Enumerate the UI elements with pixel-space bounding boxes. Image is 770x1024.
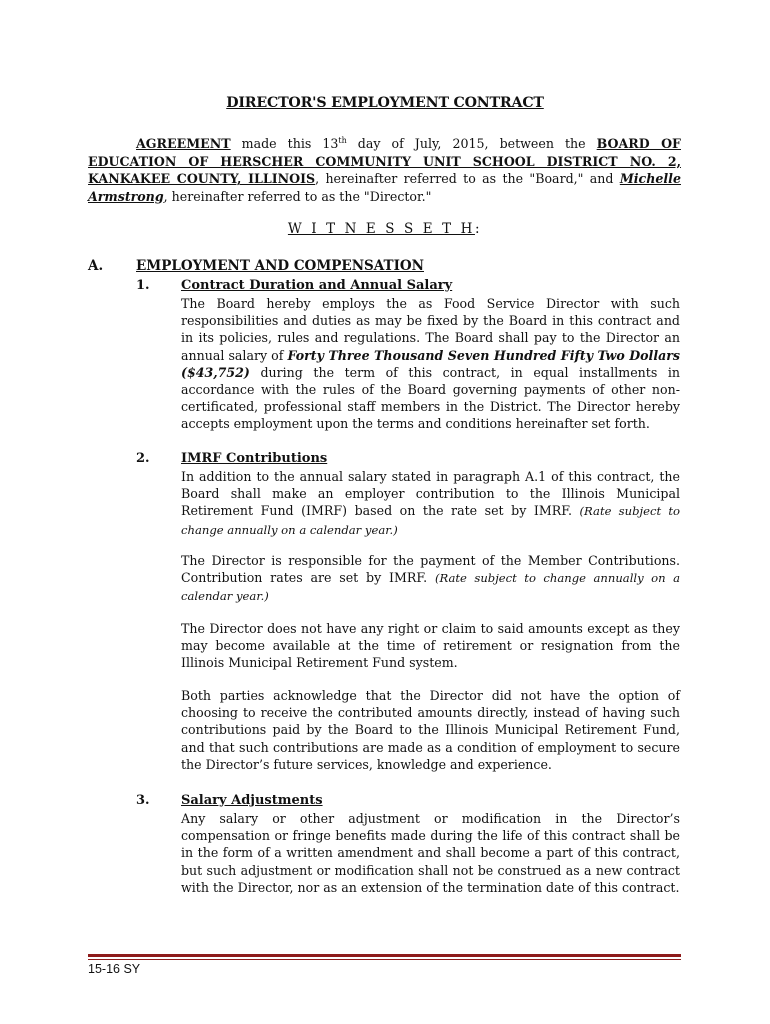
witnesseth-heading: W I T N E S S E T H:: [287, 221, 483, 237]
item-title-salary-adjustments: Salary Adjustments: [181, 793, 323, 808]
board-name: BOARD OF EDUCATION OF HERSCHER COMMUNITY UNIT SCHOOL DISTRICT NO. 2, KANKAKEE COUNTY, ILLINOIS: [88, 136, 681, 187]
section-letter: A.: [88, 258, 104, 274]
intro-paragraph: AGREEMENT made this 13th day of July, 2015, between the BOARD OF EDUCATION OF HERSCHER COMMUNITY UNIT SCHOOL DISTRICT NO. 2, KANKAKEE COUNTY, ILLINOIS, hereinafter referred to as the "Board," and Michelle Armstrong, hereinafter referred to as the "Director.": [88, 136, 681, 204]
item-title-imrf: IMRF Contributions: [181, 451, 328, 466]
item-number: 1.: [136, 278, 150, 293]
item-3-paragraph: Any salary or other adjustment or modification in the Director’s compensation or fringe benefits made during the life of this contract shall be in the form of a written amendment and shall become a part of this contract, but such adjustment or modification shall not be construed as a new contract with the Director, nor as an extension of the termination date of this contract.: [181, 811, 680, 895]
item-2-paragraph-4: Both parties acknowledge that the Director did not have the option of choosing to receive the contributed amounts directly, instead of having such contributions paid by the Board to the Illinois Municipal Retirement Fund, and that such contributions are made as a condition of employment to secure the Director’s future services, knowledge and experience.: [181, 688, 680, 772]
item-number: 3.: [136, 793, 150, 808]
document-title: DIRECTOR'S EMPLOYMENT CONTRACT: [226, 95, 544, 111]
agreement-word: AGREEMENT: [136, 136, 231, 152]
item-2-paragraph-2: The Director is responsible for the payment of the Member Contributions. Contribution rates are set by IMRF. (Rate subject to change annually on a calendar year.): [181, 553, 680, 604]
footer-rule: [88, 954, 681, 957]
rate-note: (Rate subject to change annually on a calendar year.): [181, 504, 680, 537]
item-2-paragraph-1: In addition to the annual salary stated in paragraph A.1 of this contract, the Board shall make an employer contribution to the Illinois Municipal Retirement Fund (IMRF) based on the rate set by IMRF. (Rate subject to change annually on a calendar year.): [181, 469, 680, 537]
item-title-contract-duration: Contract Duration and Annual Salary: [181, 278, 453, 293]
item-2-paragraph-3: The Director does not have any right or claim to said amounts except as they may become available at the time of retirement or resignation from the Illinois Municipal Retirement Fund system.: [181, 621, 680, 671]
item-1-paragraph: The Board hereby employs the as Food Service Director with such responsibilities and duties as may be fixed by the Board in this contract and in its policies, rules and regulations. The Board shall pay to the Director an annual salary of Forty Three Thousand Seven Hundred Fifty Two Dollars ($43,752) during the term of this contract, in equal installments in accordance with the rules of the Board governing payments of other non-certificated, professional staff members in the District. The Director hereby accepts employment upon the terms and conditions hereinafter set forth.: [181, 296, 680, 432]
footer-rule-thin: [88, 959, 681, 960]
director-name: Michelle Armstrong: [88, 171, 681, 204]
footer-label: 15-16 SY: [88, 962, 141, 976]
salary-amount: Forty Three Thousand Seven Hundred Fifty Two Dollars ($43,752): [181, 347, 680, 380]
section-title: EMPLOYMENT AND COMPENSATION: [136, 258, 424, 274]
rate-note: (Rate subject to change annually on a calendar year.): [181, 571, 680, 604]
item-number: 2.: [136, 451, 150, 466]
